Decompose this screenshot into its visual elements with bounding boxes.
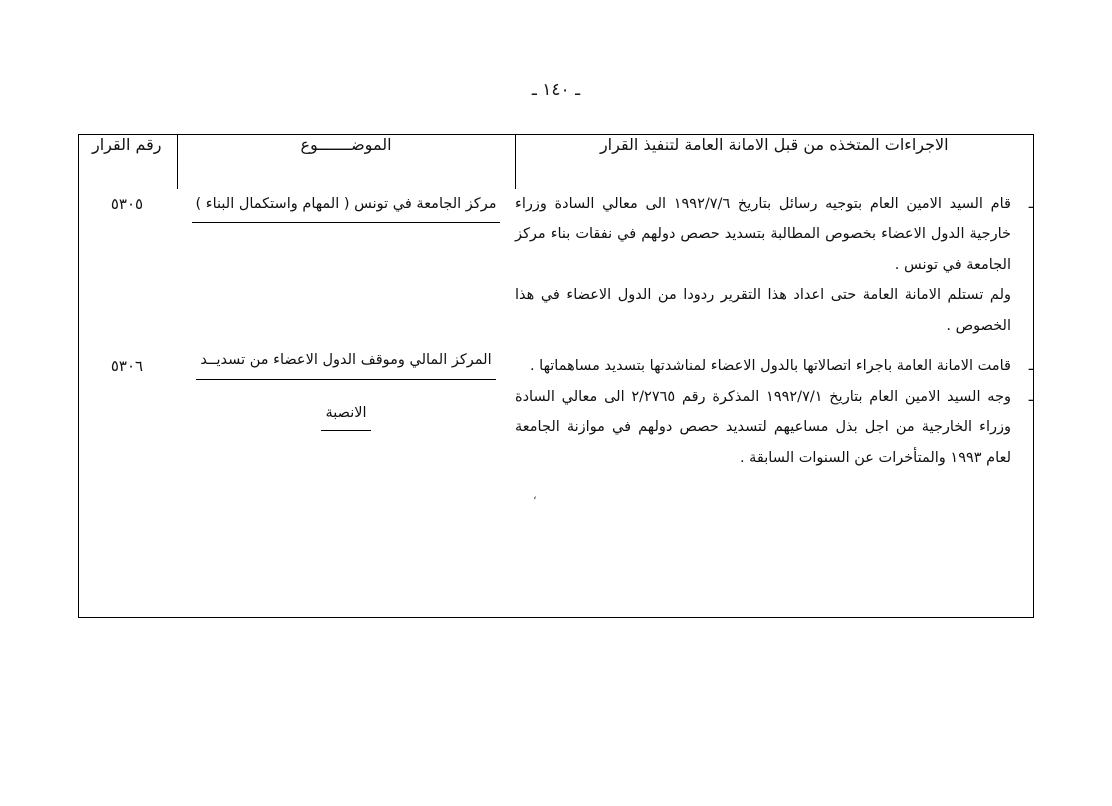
- decision-number-cell: [77, 189, 177, 617]
- subject-entry-sub: [177, 384, 515, 431]
- actions-cell: [515, 189, 1033, 617]
- number-spacer: [77, 221, 177, 351]
- decision-number: ٥٣٠٦: [110, 356, 144, 375]
- stray-mark: ،: [533, 488, 537, 502]
- actions-group-row2: [515, 351, 1033, 473]
- action-item: [515, 280, 1033, 341]
- action-text: وجه السيد الامين العام بتاريخ ١٩٩٢/٧/١ المذكرة رقم ٢/٢٧٦٥ الى معالي السادة وزراء الخارجية من اجل بذل مساعيهم لتسديد حصص دولهم في موازنة الجامعة لعام ١٩٩٣ والمتأخرات عن السنوات السابقة .: [515, 388, 1012, 466]
- table-row: [77, 189, 1033, 617]
- action-item: [515, 189, 1033, 280]
- report-table: [77, 135, 1033, 617]
- page-number: ـ ١٤٠ ـ: [531, 80, 581, 100]
- action-text: قام السيد الامين العام بتوجيه رسائل بتاريخ ١٩٩٢/٧/٦ الى معالي السادة وزراء خارجية الدول الاعضاء بخصوص المطالبة بتسديد حصص دولهم في نفقات بناء مركز الجامعة في تونس .: [515, 196, 1011, 273]
- actions-group-row1: [515, 189, 1033, 341]
- subject-text: المركز المالي وموقف الدول الاعضاء من تسديــد: [196, 345, 495, 379]
- action-item: [515, 382, 1033, 473]
- report-table-frame: [78, 134, 1034, 618]
- column-header-actions: الاجراءات المتخذه من قبل الامانة العامة لتنفيذ القرار: [515, 135, 1033, 189]
- table-header-row: [77, 135, 1033, 189]
- column-header-number: رقم القرار: [91, 135, 162, 154]
- subject-entry: [177, 189, 515, 223]
- subject-subtext: الانصبة: [321, 398, 370, 431]
- action-text: قامت الامانة العامة باجراء اتصالاتها بالدول الاعضاء لمناشدتها بتسديد مساهماتها .: [529, 358, 1011, 375]
- subject-spacer: [177, 227, 515, 345]
- subject-text: مركز الجامعة في تونس ( المهام واستكمال البناء ): [192, 189, 501, 223]
- column-header-subject: الموضـــــــوع: [177, 135, 515, 189]
- table-body: [77, 189, 1033, 617]
- decision-number: ٥٣٠٥: [110, 195, 144, 213]
- dash-marker: ـ: [1028, 196, 1033, 212]
- table-header: [77, 135, 1033, 189]
- subject-entry: [177, 345, 515, 379]
- dash-marker: ـ: [1028, 388, 1033, 405]
- subject-cell: [177, 189, 515, 617]
- action-text: ولم تستلم الامانة العامة حتى اعداد هذا التقرير ردودا من الدول الاعضاء في هذا الخصوص .: [515, 287, 1011, 334]
- dash-marker: ـ: [1028, 358, 1033, 375]
- action-item: [515, 351, 1033, 381]
